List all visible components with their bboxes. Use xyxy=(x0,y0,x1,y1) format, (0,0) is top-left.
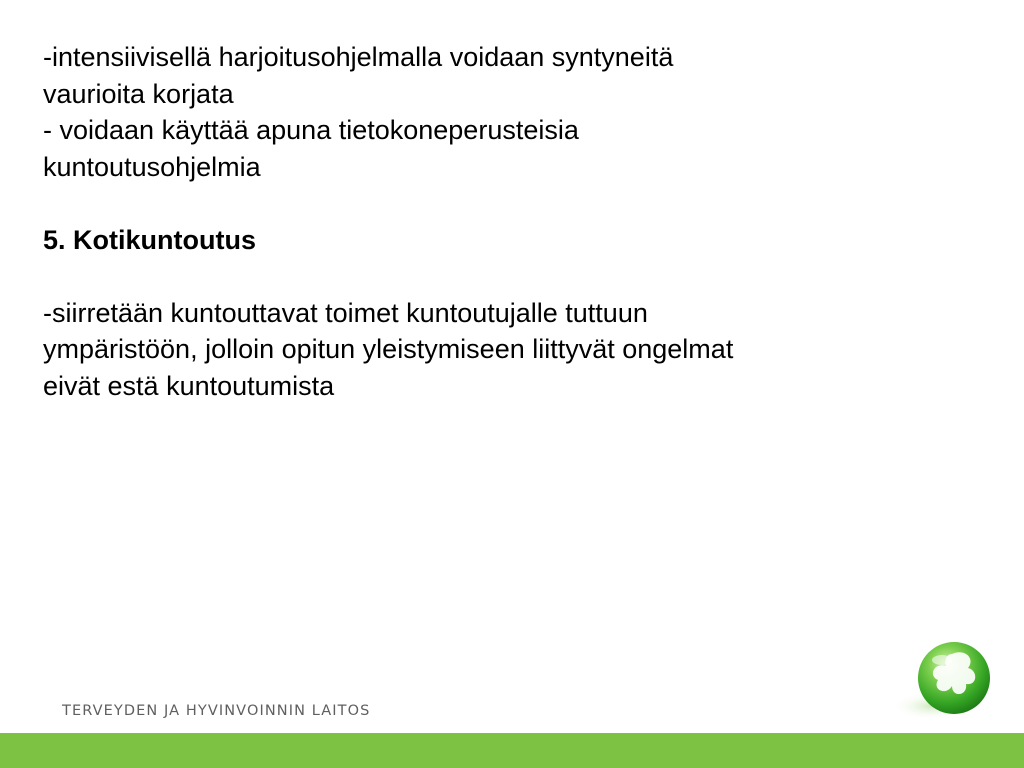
paragraph-line: ympäristöön, jolloin opitun yleistymiseen liittyvät ongelmat xyxy=(43,334,734,364)
paragraph-line: kuntoutusohjelmia xyxy=(43,151,261,182)
paragraph-line: eivät estä kuntoutumista xyxy=(43,370,335,401)
green-globe-logo-icon xyxy=(892,640,1002,724)
spacer xyxy=(43,185,983,222)
paragraph-line: -siirretään kuntouttavat toimet kuntoutujalle tuttuun xyxy=(43,297,648,328)
paragraph-line: vaurioita korjata xyxy=(43,78,234,109)
spacer xyxy=(43,258,983,295)
paragraph-line: -intensiivisellä harjoitusohjelmalla voidaan syntyneitä xyxy=(43,42,674,72)
footer-bar xyxy=(0,733,1024,768)
slide-content xyxy=(43,39,983,404)
section-heading: 5. Kotikuntoutus xyxy=(43,224,256,255)
organization-name: TERVEYDEN JA HYVINVOINNIN LAITOS xyxy=(62,703,371,719)
paragraph-line: - voidaan käyttää apuna tietokoneperusteisia xyxy=(43,115,579,145)
